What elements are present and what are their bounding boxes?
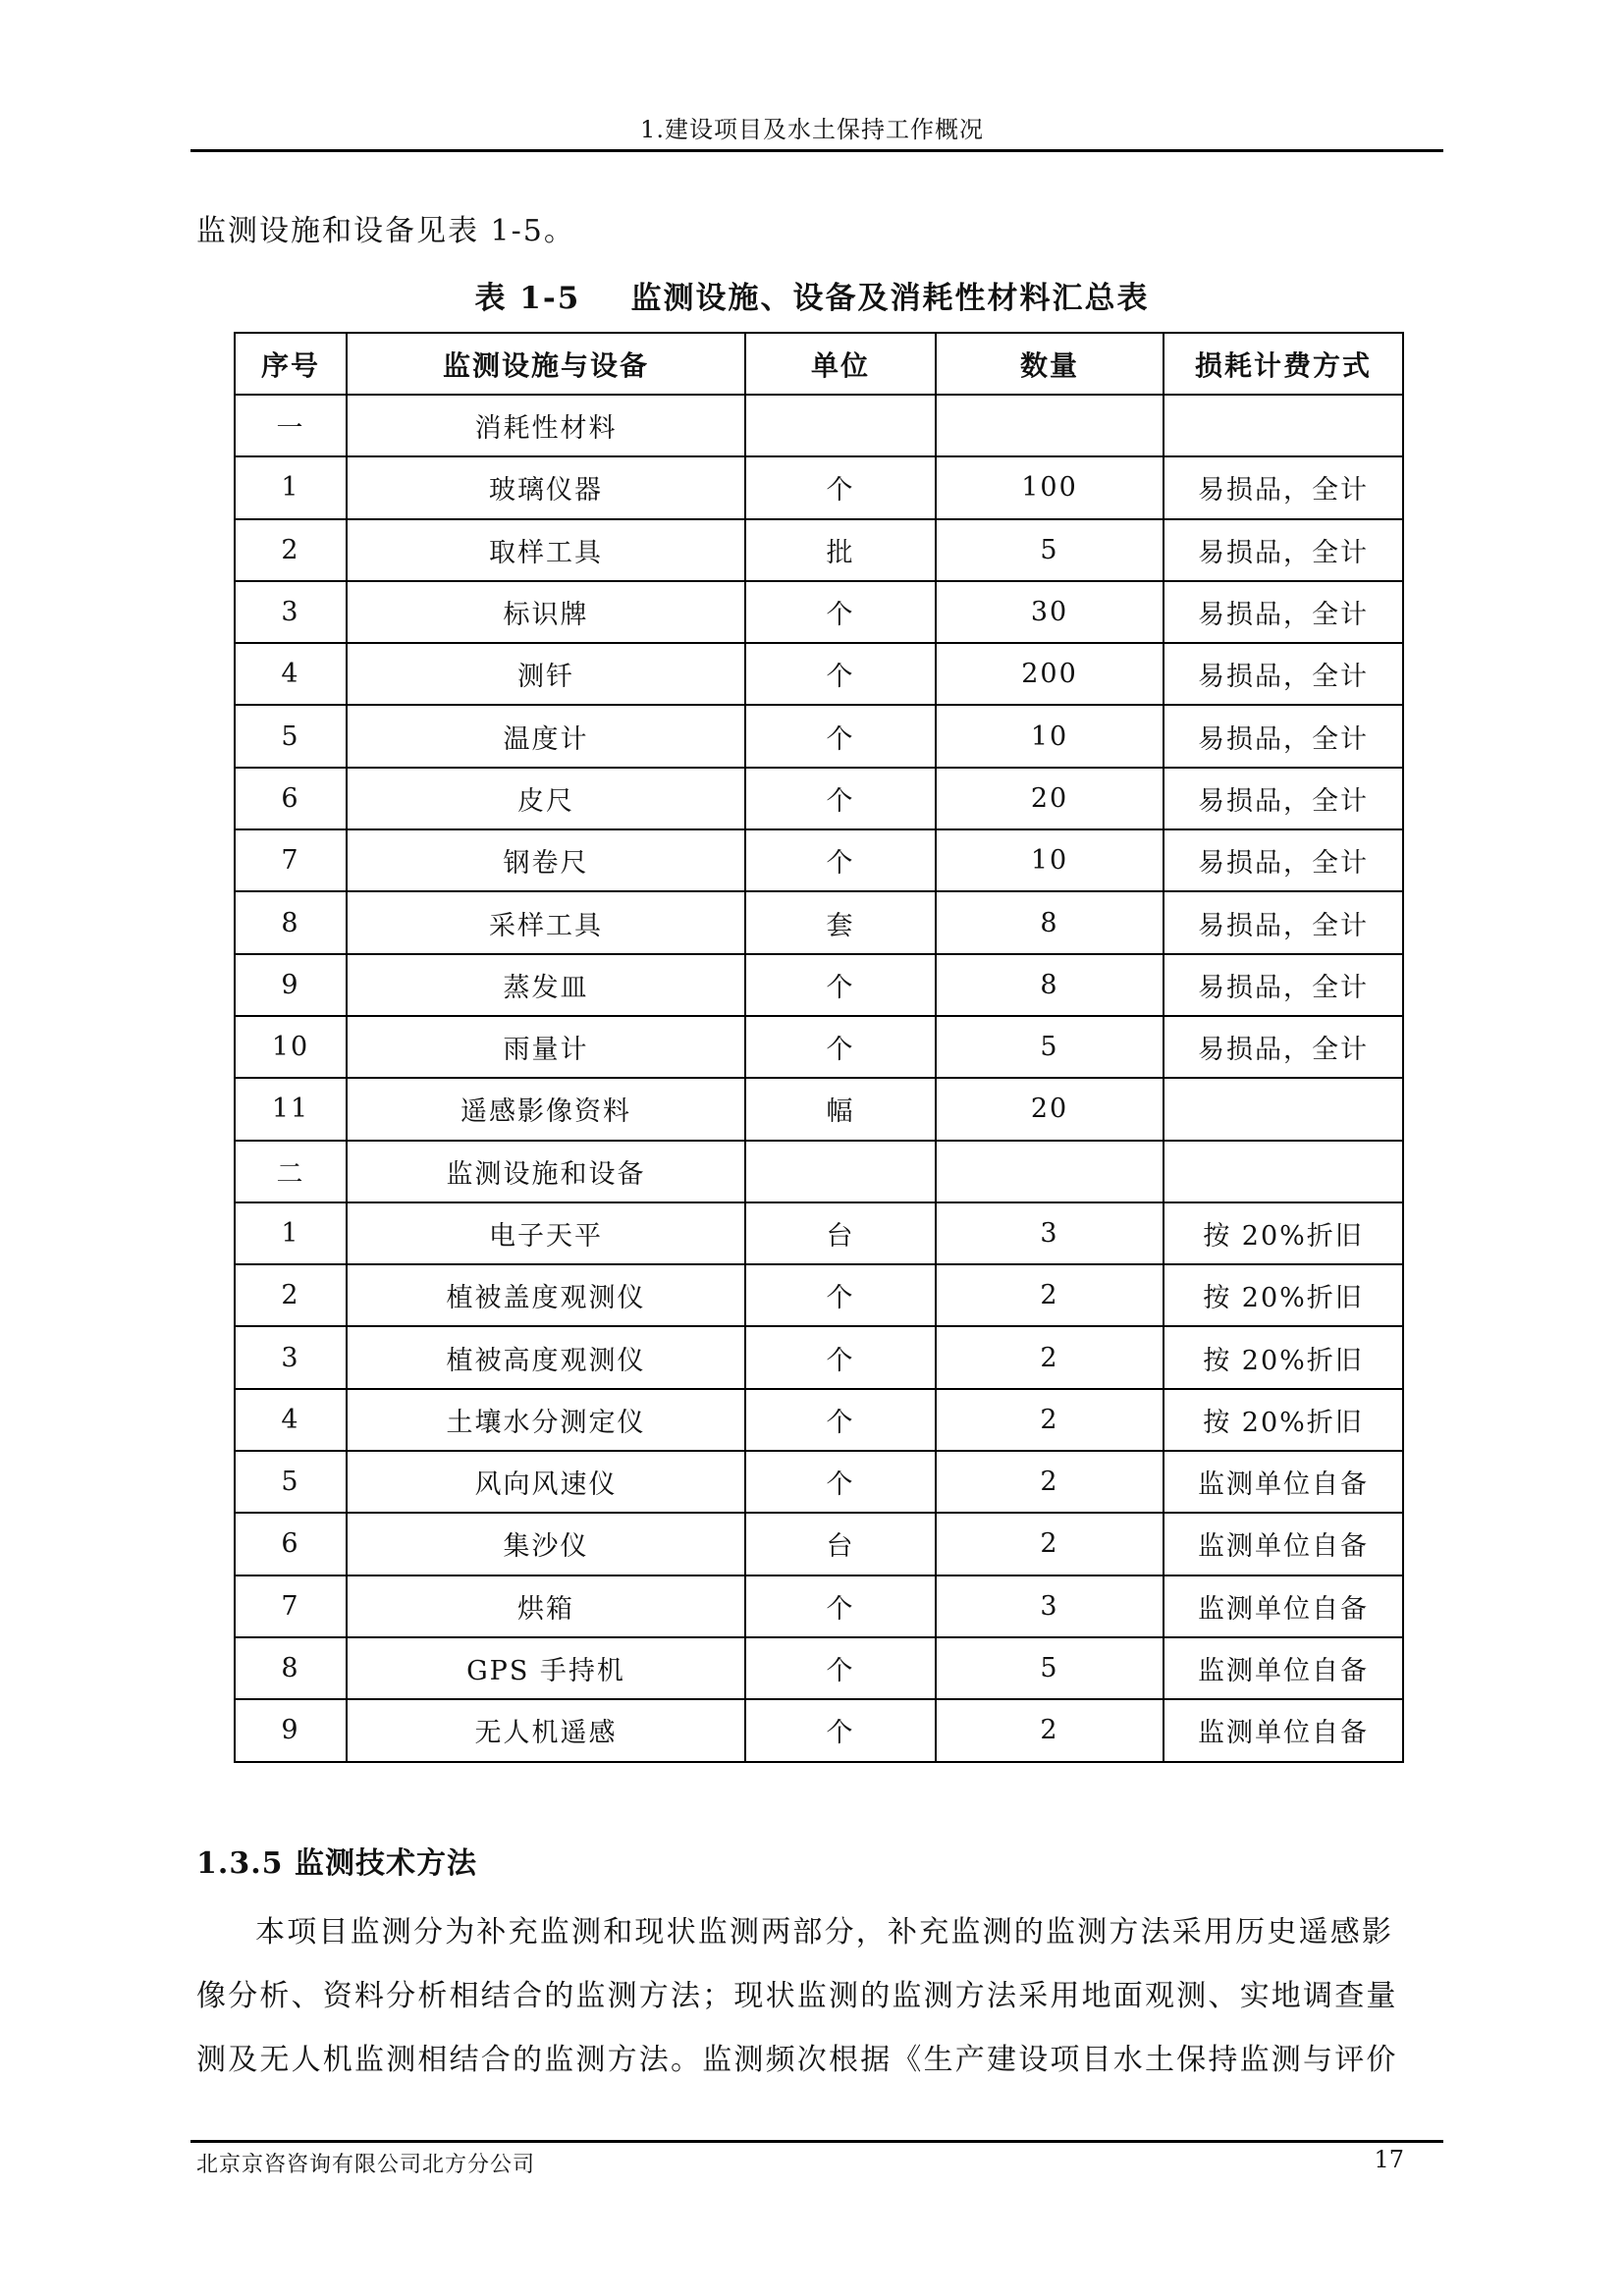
cell-quantity: 2 xyxy=(936,1513,1164,1575)
cell-equipment: 烘箱 xyxy=(347,1575,745,1637)
footer-company: 北京京咨咨询有限公司北方分公司 xyxy=(196,2153,536,2177)
cell-quantity: 2 xyxy=(936,1264,1164,1326)
column-header-unit: 单位 xyxy=(745,333,936,395)
cell-equipment: 风向风速仪 xyxy=(347,1451,745,1513)
cell-quantity: 100 xyxy=(936,456,1164,518)
header-divider xyxy=(190,149,1443,152)
table-row xyxy=(235,1513,1403,1575)
cell-serial: 5 xyxy=(235,705,347,767)
cell-quantity: 8 xyxy=(936,954,1164,1016)
cell-equipment: 植被高度观测仪 xyxy=(347,1326,745,1388)
cell-equipment: GPS 手持机 xyxy=(347,1637,745,1699)
page-header-title: 1.建设项目及水土保持工作概况 xyxy=(640,116,984,143)
cell-serial: 5 xyxy=(235,1451,347,1513)
cell-quantity: 2 xyxy=(936,1699,1164,1761)
cell-serial: 4 xyxy=(235,1389,347,1451)
cell-equipment: 玻璃仪器 xyxy=(347,456,745,518)
cell-quantity: 3 xyxy=(936,1575,1164,1637)
cell-unit xyxy=(745,395,936,456)
column-header-billing: 损耗计费方式 xyxy=(1164,333,1403,395)
cell-billing: 易损品，全计 xyxy=(1164,768,1403,829)
cell-equipment: 测钎 xyxy=(347,643,745,705)
cell-billing: 按 20%折旧 xyxy=(1164,1202,1403,1264)
cell-quantity: 20 xyxy=(936,1078,1164,1140)
table-body xyxy=(235,395,1403,1762)
table-row xyxy=(235,1637,1403,1699)
cell-quantity: 2 xyxy=(936,1389,1164,1451)
table-row xyxy=(235,1264,1403,1326)
cell-billing: 易损品，全计 xyxy=(1164,705,1403,767)
cell-billing: 易损品，全计 xyxy=(1164,1016,1403,1078)
cell-unit: 个 xyxy=(745,705,936,767)
cell-serial: 10 xyxy=(235,1016,347,1078)
cell-billing: 监测单位自备 xyxy=(1164,1575,1403,1637)
cell-quantity: 200 xyxy=(936,643,1164,705)
cell-equipment: 电子天平 xyxy=(347,1202,745,1264)
cell-unit: 个 xyxy=(745,1389,936,1451)
table-row xyxy=(235,768,1403,829)
footer-divider xyxy=(190,2140,1443,2143)
cell-serial: 9 xyxy=(235,1699,347,1761)
table-row xyxy=(235,1326,1403,1388)
cell-unit: 个 xyxy=(745,1637,936,1699)
cell-billing: 易损品，全计 xyxy=(1164,581,1403,643)
cell-unit: 个 xyxy=(745,1575,936,1637)
cell-quantity xyxy=(936,395,1164,456)
cell-quantity: 8 xyxy=(936,891,1164,953)
cell-unit: 个 xyxy=(745,456,936,518)
cell-quantity: 3 xyxy=(936,1202,1164,1264)
cell-equipment: 采样工具 xyxy=(347,891,745,953)
table-row xyxy=(235,519,1403,581)
cell-serial: 2 xyxy=(235,1264,347,1326)
table-row xyxy=(235,891,1403,953)
cell-billing: 易损品，全计 xyxy=(1164,519,1403,581)
page-number: 17 xyxy=(1374,2146,1404,2173)
table-row xyxy=(235,1451,1403,1513)
table-row xyxy=(235,581,1403,643)
cell-unit: 个 xyxy=(745,1451,936,1513)
cell-quantity: 2 xyxy=(936,1451,1164,1513)
cell-quantity: 10 xyxy=(936,705,1164,767)
cell-serial: 3 xyxy=(235,1326,347,1388)
cell-equipment: 消耗性材料 xyxy=(347,395,745,456)
table-row xyxy=(235,1141,1403,1202)
cell-billing: 监测单位自备 xyxy=(1164,1451,1403,1513)
cell-quantity: 5 xyxy=(936,1637,1164,1699)
cell-equipment: 温度计 xyxy=(347,705,745,767)
cell-serial: 7 xyxy=(235,829,347,891)
body-line-2: 像分析、资料分析相结合的监测方法；现状监测的监测方法采用地面观测、实地调查量 xyxy=(196,1979,1398,2013)
cell-unit: 幅 xyxy=(745,1078,936,1140)
table-title: 表 1-5 监测设施、设备及消耗性材料汇总表 xyxy=(474,281,1150,316)
cell-billing: 易损品，全计 xyxy=(1164,891,1403,953)
cell-billing: 监测单位自备 xyxy=(1164,1699,1403,1761)
cell-serial: 3 xyxy=(235,581,347,643)
cell-unit: 个 xyxy=(745,829,936,891)
column-header-serial: 序号 xyxy=(235,333,347,395)
body-line-3: 测及无人机监测相结合的监测方法。监测频次根据《生产建设项目水土保持监测与评价 xyxy=(196,2043,1398,2077)
table-header-row xyxy=(235,333,1403,395)
cell-serial: 9 xyxy=(235,954,347,1016)
table-row xyxy=(235,1575,1403,1637)
cell-billing: 易损品，全计 xyxy=(1164,643,1403,705)
cell-equipment: 无人机遥感 xyxy=(347,1699,745,1761)
cell-equipment: 雨量计 xyxy=(347,1016,745,1078)
cell-serial: 一 xyxy=(235,395,347,456)
cell-unit: 批 xyxy=(745,519,936,581)
cell-serial: 8 xyxy=(235,1637,347,1699)
table-row xyxy=(235,954,1403,1016)
cell-equipment: 皮尺 xyxy=(347,768,745,829)
cell-billing xyxy=(1164,1078,1403,1140)
cell-equipment: 钢卷尺 xyxy=(347,829,745,891)
section-heading: 1.3.5 监测技术方法 xyxy=(196,1846,477,1881)
cell-unit: 台 xyxy=(745,1202,936,1264)
cell-serial: 8 xyxy=(235,891,347,953)
cell-unit: 个 xyxy=(745,768,936,829)
body-line-1: 本项目监测分为补充监测和现状监测两部分，补充监测的监测方法采用历史遥感影 xyxy=(255,1915,1394,1949)
column-header-quantity: 数量 xyxy=(936,333,1164,395)
cell-billing xyxy=(1164,1141,1403,1202)
cell-equipment: 取样工具 xyxy=(347,519,745,581)
table-row xyxy=(235,829,1403,891)
table-row xyxy=(235,1699,1403,1761)
cell-serial: 2 xyxy=(235,519,347,581)
equipment-table xyxy=(234,332,1404,1763)
cell-quantity: 2 xyxy=(936,1326,1164,1388)
cell-unit: 个 xyxy=(745,954,936,1016)
cell-unit: 个 xyxy=(745,581,936,643)
cell-serial: 6 xyxy=(235,768,347,829)
cell-billing: 监测单位自备 xyxy=(1164,1513,1403,1575)
cell-unit: 套 xyxy=(745,891,936,953)
cell-billing: 易损品，全计 xyxy=(1164,456,1403,518)
cell-unit: 个 xyxy=(745,1264,936,1326)
cell-billing xyxy=(1164,395,1403,456)
cell-equipment: 监测设施和设备 xyxy=(347,1141,745,1202)
cell-quantity xyxy=(936,1141,1164,1202)
table-row xyxy=(235,643,1403,705)
cell-billing: 易损品，全计 xyxy=(1164,829,1403,891)
cell-quantity: 5 xyxy=(936,519,1164,581)
cell-quantity: 30 xyxy=(936,581,1164,643)
column-header-equipment: 监测设施与设备 xyxy=(347,333,745,395)
table-row xyxy=(235,1016,1403,1078)
cell-unit: 个 xyxy=(745,1326,936,1388)
cell-equipment: 集沙仪 xyxy=(347,1513,745,1575)
cell-equipment: 植被盖度观测仪 xyxy=(347,1264,745,1326)
cell-quantity: 10 xyxy=(936,829,1164,891)
cell-unit: 台 xyxy=(745,1513,936,1575)
cell-unit xyxy=(745,1141,936,1202)
intro-text: 监测设施和设备见表 1-5。 xyxy=(196,214,575,248)
cell-serial: 1 xyxy=(235,456,347,518)
cell-serial: 1 xyxy=(235,1202,347,1264)
cell-quantity: 20 xyxy=(936,768,1164,829)
cell-billing: 按 20%折旧 xyxy=(1164,1264,1403,1326)
table-row xyxy=(235,1389,1403,1451)
cell-billing: 按 20%折旧 xyxy=(1164,1389,1403,1451)
section-body xyxy=(196,1900,1445,2092)
cell-equipment: 标识牌 xyxy=(347,581,745,643)
cell-billing: 监测单位自备 xyxy=(1164,1637,1403,1699)
table-row xyxy=(235,1078,1403,1140)
cell-serial: 7 xyxy=(235,1575,347,1637)
table-row xyxy=(235,705,1403,767)
table-row xyxy=(235,1202,1403,1264)
cell-equipment: 遥感影像资料 xyxy=(347,1078,745,1140)
table-row xyxy=(235,456,1403,518)
cell-unit: 个 xyxy=(745,643,936,705)
cell-serial: 11 xyxy=(235,1078,347,1140)
cell-quantity: 5 xyxy=(936,1016,1164,1078)
cell-serial: 二 xyxy=(235,1141,347,1202)
cell-unit: 个 xyxy=(745,1016,936,1078)
cell-equipment: 土壤水分测定仪 xyxy=(347,1389,745,1451)
cell-equipment: 蒸发皿 xyxy=(347,954,745,1016)
cell-unit: 个 xyxy=(745,1699,936,1761)
cell-billing: 易损品，全计 xyxy=(1164,954,1403,1016)
cell-serial: 6 xyxy=(235,1513,347,1575)
cell-serial: 4 xyxy=(235,643,347,705)
cell-billing: 按 20%折旧 xyxy=(1164,1326,1403,1388)
table-row xyxy=(235,395,1403,456)
